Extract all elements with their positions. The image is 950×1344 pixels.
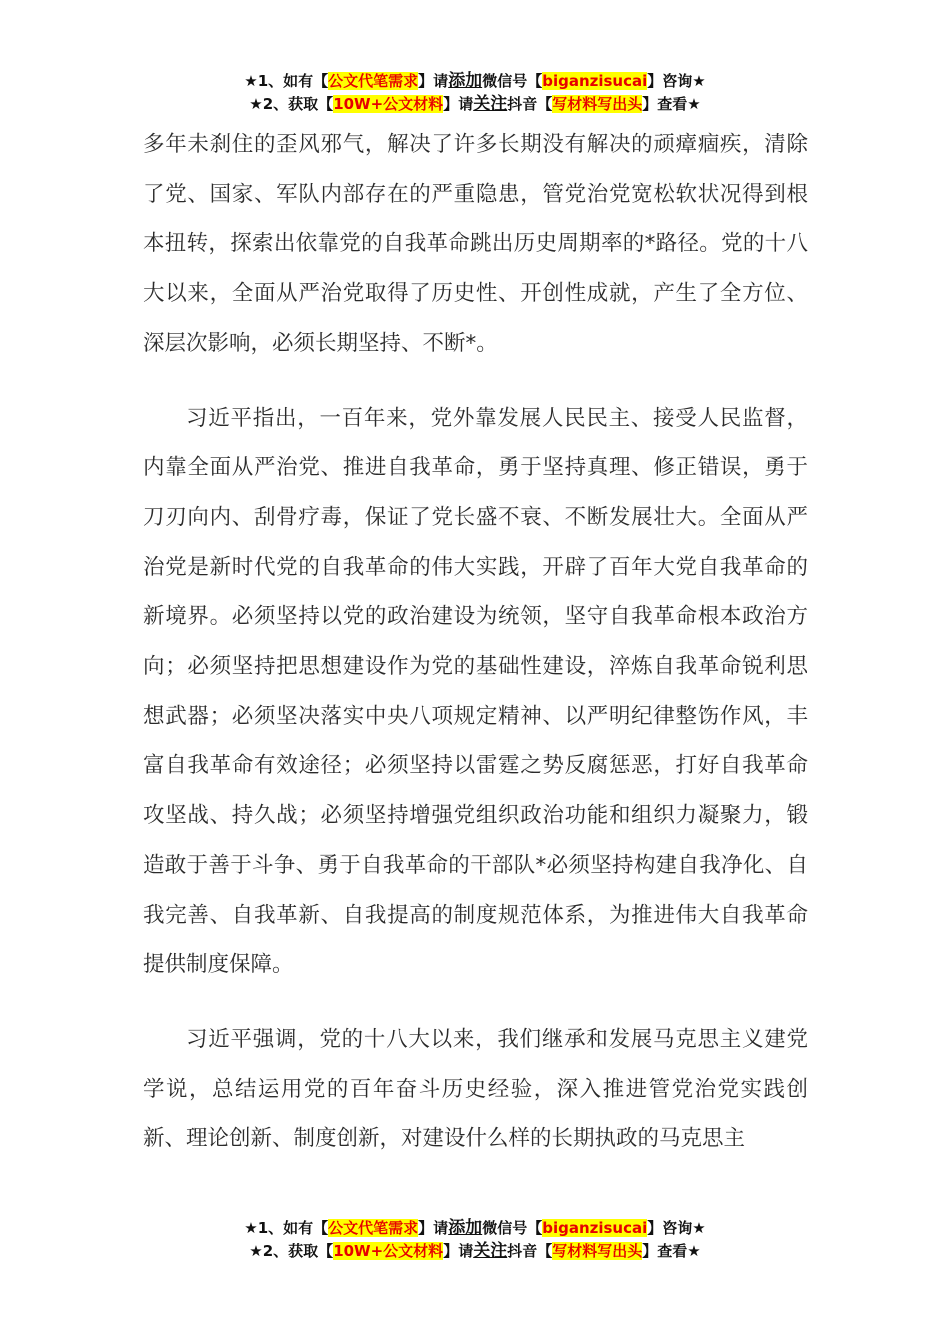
banner-line-1 (0, 1217, 950, 1240)
banner-text: ★1、如有【 (244, 72, 329, 90)
banner-highlight: 10W+公文材料 (333, 1242, 444, 1260)
banner-highlight: 公文代笔需求 (328, 1219, 419, 1237)
banner-text: 抖音【 (507, 1242, 553, 1260)
banner-douyin-id: 写材料写出头 (552, 1242, 643, 1260)
banner-emphasis: 添加 (448, 1218, 483, 1238)
banner-text: 】请 (443, 95, 474, 113)
paragraph: 多年未刹住的歪风邪气，解决了许多长期没有解决的顽瘴痼疾，清除了党、国家、军队内部存在的严重隐患，管党治党宽松软状况得到根本扭转，探索出依靠党的自我革命跳出历史周期率的*路径。党的十八大以来，全面从严治党取得了历史性、开创性成就，产生了全方位、深层次影响，必须长期坚持、不断*。 (143, 132, 808, 356)
banner-text: 】咨询★ (647, 72, 706, 90)
banner-text: 】请 (418, 1219, 449, 1237)
paragraph: 习近平强调，党的十八大以来，我们继承和发展马克思主义建党学说，总结运用党的百年奋斗历史经验，深入推进管党治党实践创新、理论创新、制度创新，对建设什么样的长期执政的马克思主 (143, 1026, 808, 1152)
banner-line-2 (0, 1240, 950, 1263)
banner-douyin-id: 写材料写出头 (552, 95, 643, 113)
banner-text: 微信号【 (482, 72, 543, 90)
banner-emphasis: 添加 (448, 71, 483, 91)
banner-text: ★1、如有【 (244, 1219, 329, 1237)
header-banner (0, 70, 950, 116)
banner-highlight: 10W+公文材料 (333, 95, 444, 113)
paragraph: 习近平指出，一百年来，党外靠发展人民民主、接受人民监督，内靠全面从严治党、推进自我革命，勇于坚持真理、修正错误，勇于刀刃向内、刮骨疗毒，保证了党长盛不衰、不断发展壮大。全面从严治党是新时代党的自我革命的伟大实践，开辟了百年大党自我革命的新境界。必须坚持以党的政治建设为统领，坚守自我革命根本政治方向；必须坚持把思想建设作为党的基础性建设，淬炼自我革命锐利思想武器；必须坚决落实中央八项规定精神、以严明纪律整饬作风，丰富自我革命有效途径；必须坚持以雷霆之势反腐惩恶，打好自我革命攻坚战、持久战；必须坚持增强党组织政治功能和组织力凝聚力，锻造敢于善于斗争、勇于自我革命的干部队*必须坚持构建自我净化、自我完善、自我革新、自我提高的制度规范体系，为推进伟大自我革命提供制度保障。 (143, 405, 808, 978)
banner-highlight: 公文代笔需求 (328, 72, 419, 90)
banner-wechat-id: biganzisucai (542, 1219, 648, 1237)
banner-text: 抖音【 (507, 95, 553, 113)
banner-text: 】请 (418, 72, 449, 90)
banner-wechat-id: biganzisucai (542, 72, 648, 90)
document-body (143, 120, 808, 1189)
banner-text: ★2、获取【 (249, 1242, 334, 1260)
banner-text: 】查看★ (642, 1242, 701, 1260)
banner-emphasis: 关注 (473, 94, 508, 114)
banner-line-1 (0, 70, 950, 93)
banner-emphasis: 关注 (473, 1241, 508, 1261)
banner-line-2 (0, 93, 950, 116)
banner-text: 微信号【 (482, 1219, 543, 1237)
banner-text: 】查看★ (642, 95, 701, 113)
banner-text: ★2、获取【 (249, 95, 334, 113)
banner-text: 】咨询★ (647, 1219, 706, 1237)
footer-banner (0, 1217, 950, 1263)
banner-text: 】请 (443, 1242, 474, 1260)
